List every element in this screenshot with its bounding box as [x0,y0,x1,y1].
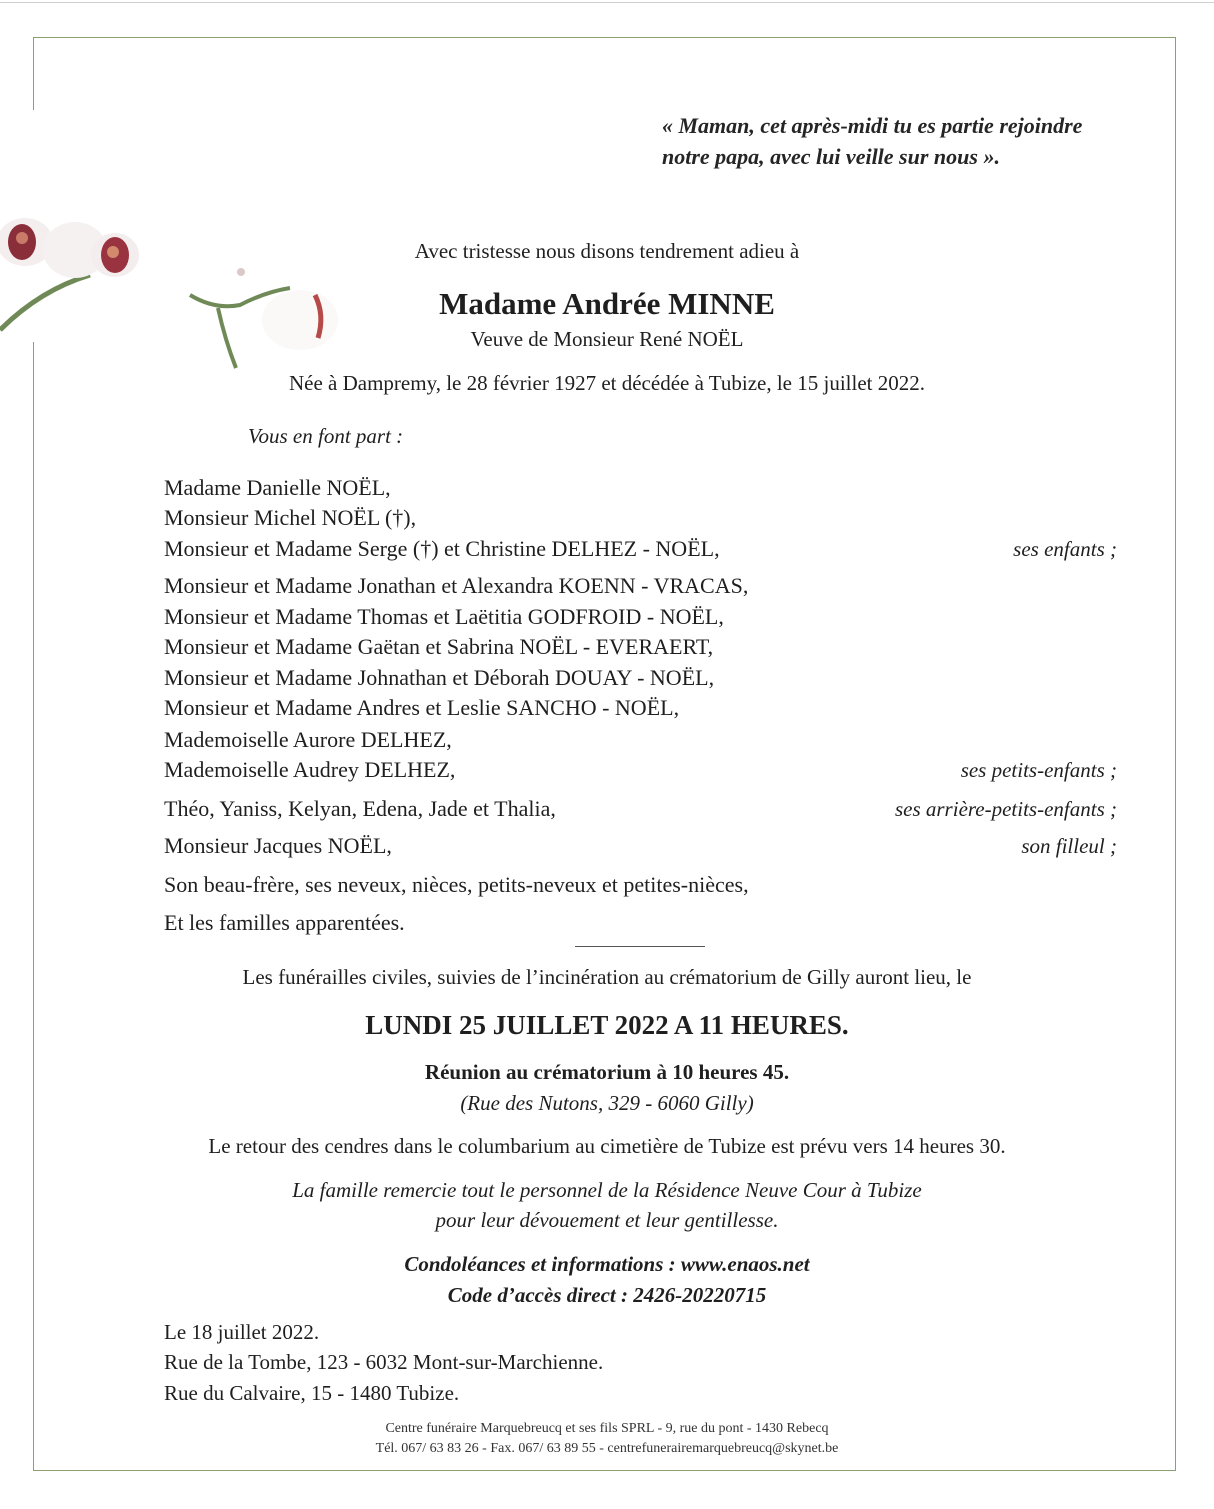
ashes-info: Le retour des cendres dans le columbarium au cimetière de Tubize est prévu vers 14 heures 30. [208,1134,1006,1158]
relation-label-children: ses enfants ; [1013,537,1117,561]
closing-date: Le 18 juillet 2022. [164,1320,320,1344]
list-item: Madame Danielle NOËL, [164,475,391,500]
condolences-line-1: Condoléances et informations : www.enaos.net [404,1252,810,1276]
relation-label-great-grandchildren: ses arrière-petits-enfants ; [894,797,1117,821]
relation-label-grandchildren: ses petits-enfants ; [960,758,1117,782]
list-item: Et les familles apparentées. [164,910,405,935]
closing-address-1: Rue de la Tombe, 123 - 6032 Mont-sur-Marchienne. [164,1350,604,1374]
section-divider [575,946,705,947]
funeral-address: (Rue des Nutons, 329 - 6060 Gilly) [460,1091,754,1115]
funeral-date: LUNDI 25 JUILLET 2022 A 11 HEURES. [365,1010,849,1040]
list-item: Son beau-frère, ses neveux, nièces, petits-neveux et petites-nièces, [164,872,749,897]
quote-line-2: notre papa, avec lui veille sur nous ». [662,144,1000,169]
condolences-line-2: Code d’accès direct : 2426-20220715 [447,1283,767,1307]
list-item: Monsieur et Madame Andres et Leslie SANCHO - NOËL, [164,695,680,720]
top-scan-line [0,2,1214,3]
intro-text: Avec tristesse nous disons tendrement adieu à [414,239,800,263]
closing-address-2: Rue du Calvaire, 15 - 1480 Tubize. [164,1381,460,1405]
deceased-subtitle: Veuve de Monsieur René NOËL [470,327,744,351]
deceased-dates: Née à Dampremy, le 28 février 1927 et décédée à Tubize, le 15 juillet 2022. [288,371,925,395]
relation-label-godson: son filleul ; [1021,834,1117,858]
list-item: Monsieur Jacques NOËL, [164,833,392,858]
list-item: Monsieur et Madame Gaëtan et Sabrina NOËL - EVERAERT, [164,634,714,659]
footer-line-1: Centre funéraire Marquebreucq et ses fils SPRL - 9, rue du pont - 1430 Rebecq [385,1421,829,1436]
funeral-intro: Les funérailles civiles, suivies de l’incinération au crématorium de Gilly auront lieu, le [242,965,972,989]
list-item: Monsieur Michel NOËL (†), [164,505,417,530]
list-item: Mademoiselle Aurore DELHEZ, [164,727,452,752]
list-item: Monsieur et Madame Thomas et Laëtitia GODFROID - NOËL, [164,604,724,629]
announce-label: Vous en font part : [248,424,404,448]
list-item: Monsieur et Madame Jonathan et Alexandra KOENN - VRACAS, [164,573,749,598]
quote-line-1: « Maman, cet après-midi tu es partie rejoindre [662,113,1083,138]
deceased-name: Madame Andrée MINNE [439,286,775,321]
footer-line-2: Tél. 067/ 63 83 26 - Fax. 067/ 63 89 55 - centrefunerairemarquebreucq@skynet.be [375,1441,839,1456]
list-item: Monsieur et Madame Serge (†) et Christine DELHEZ - NOËL, [164,536,720,561]
funeral-meeting: Réunion au crématorium à 10 heures 45. [424,1060,790,1084]
thanks-line-2: pour leur dévouement et leur gentillesse. [435,1208,779,1232]
list-item: Théo, Yaniss, Kelyan, Edena, Jade et Thalia, [164,796,556,821]
list-item: Mademoiselle Audrey DELHEZ, [164,757,456,782]
thanks-line-1: La famille remercie tout le personnel de la Résidence Neuve Cour à Tubize [292,1178,922,1202]
list-item: Monsieur et Madame Johnathan et Déborah DOUAY - NOËL, [164,665,715,690]
